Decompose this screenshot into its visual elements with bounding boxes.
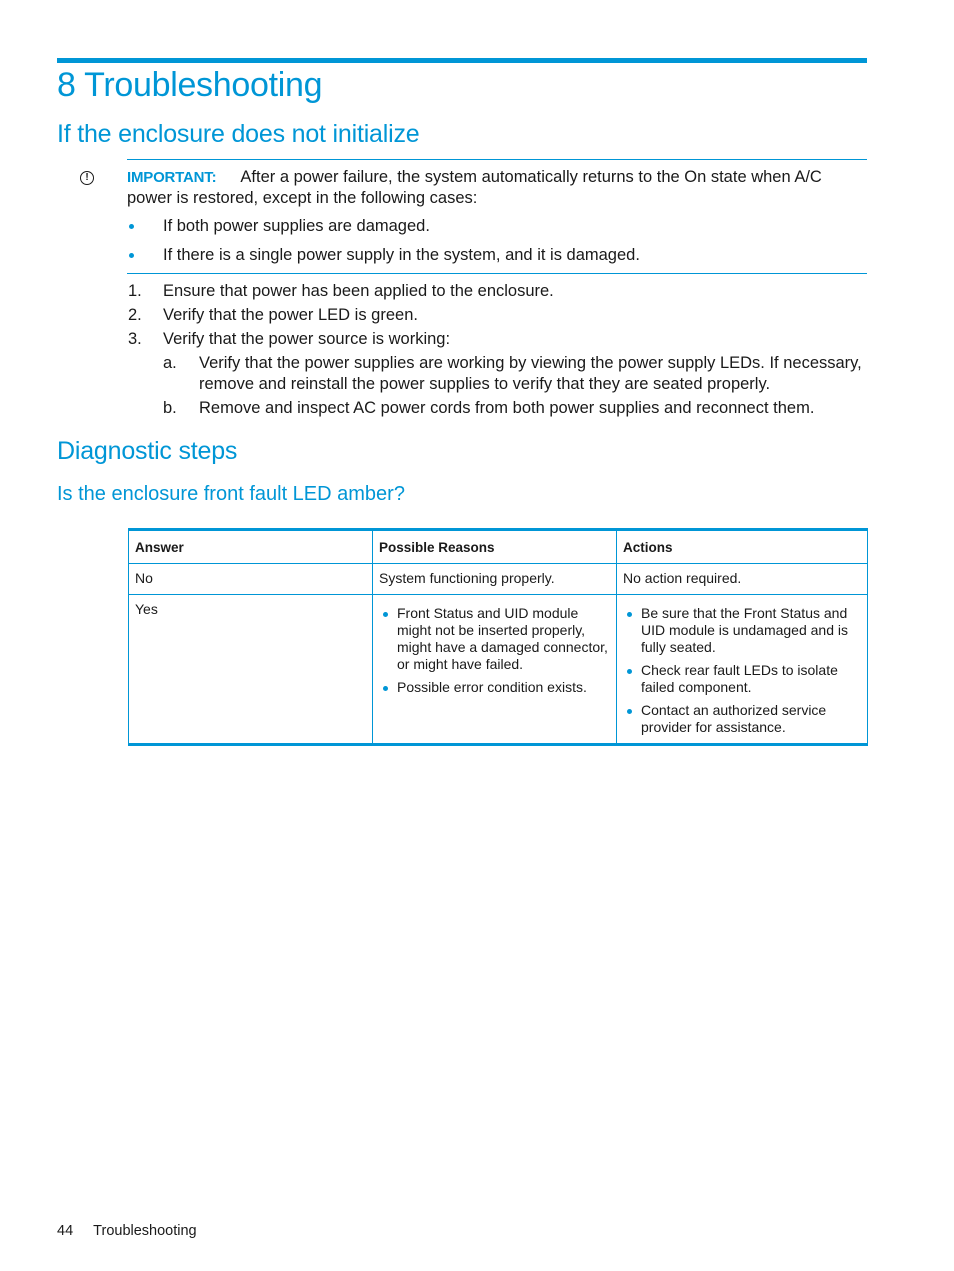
chapter-top-rule xyxy=(57,58,867,63)
footer-section-name: Troubleshooting xyxy=(93,1223,197,1239)
substep-text-line1: Verify that the power supplies are working by viewing the power supply LEDs. If necessary, xyxy=(199,354,862,372)
step-number: 1. xyxy=(128,282,142,300)
table-cell-answer: Yes xyxy=(128,595,372,743)
table-header-actions: Actions xyxy=(616,531,868,563)
table-row xyxy=(128,564,868,595)
table-cell-action: No action required. xyxy=(616,564,868,594)
substep-text-line1: Remove and inspect AC power cords from both power supplies and reconnect them. xyxy=(199,399,815,417)
bullet-marker xyxy=(129,224,134,229)
step-text: Verify that the power source is working: xyxy=(163,330,451,348)
step-text: Verify that the power LED is green. xyxy=(163,306,418,324)
important-icon: ! xyxy=(80,171,94,185)
diagnostic-table xyxy=(128,528,868,746)
important-text-line2: power is restored, except in the following cases: xyxy=(127,189,478,207)
actions-list xyxy=(623,605,861,736)
action-item: Contact an authorized service provider for assistance. xyxy=(623,702,861,736)
substep-letter: a. xyxy=(163,354,177,372)
bullet-marker xyxy=(129,253,134,258)
important-text-line1: After a power failure, the system automatically returns to the On state when A/C xyxy=(240,168,822,186)
table-cell-actions xyxy=(616,595,868,743)
important-bullet-item: If there is a single power supply in the system, and it is damaged. xyxy=(163,246,640,264)
table-header-answer: Answer xyxy=(128,531,372,563)
reason-item: Possible error condition exists. xyxy=(379,679,610,696)
reason-item: Front Status and UID module might not be inserted properly, might have a damaged connector, or might have failed. xyxy=(379,605,610,673)
section-heading-diagnostic: Diagnostic steps xyxy=(57,437,238,465)
step-number: 3. xyxy=(128,330,142,348)
table-header-row xyxy=(128,531,868,564)
section-heading-initialize: If the enclosure does not initialize xyxy=(57,120,420,148)
step-number: 2. xyxy=(128,306,142,324)
important-label: IMPORTANT: xyxy=(127,169,217,186)
subsection-heading-led: Is the enclosure front fault LED amber? xyxy=(57,483,405,505)
table-header-reasons: Possible Reasons xyxy=(372,531,616,563)
substep-text-line2: remove and reinstall the power supplies to verify that they are seated properly. xyxy=(199,375,771,393)
substep-letter: b. xyxy=(163,399,177,417)
important-bottom-rule xyxy=(127,273,867,274)
important-bullet-item: If both power supplies are damaged. xyxy=(163,217,430,235)
page-number: 44 xyxy=(57,1223,74,1239)
chapter-title: 8 Troubleshooting xyxy=(57,66,323,104)
reasons-list xyxy=(379,605,610,696)
action-item: Be sure that the Front Status and UID module is undamaged and is fully seated. xyxy=(623,605,861,656)
table-row xyxy=(128,595,868,743)
important-note-line1 xyxy=(127,167,822,188)
important-top-rule xyxy=(127,159,867,160)
table-cell-answer: No xyxy=(128,564,372,594)
table-cell-reason: System functioning properly. xyxy=(372,564,616,594)
action-item: Check rear fault LEDs to isolate failed component. xyxy=(623,662,861,696)
step-text: Ensure that power has been applied to the enclosure. xyxy=(163,282,554,300)
table-cell-reasons xyxy=(372,595,616,743)
page-footer xyxy=(57,1223,197,1239)
